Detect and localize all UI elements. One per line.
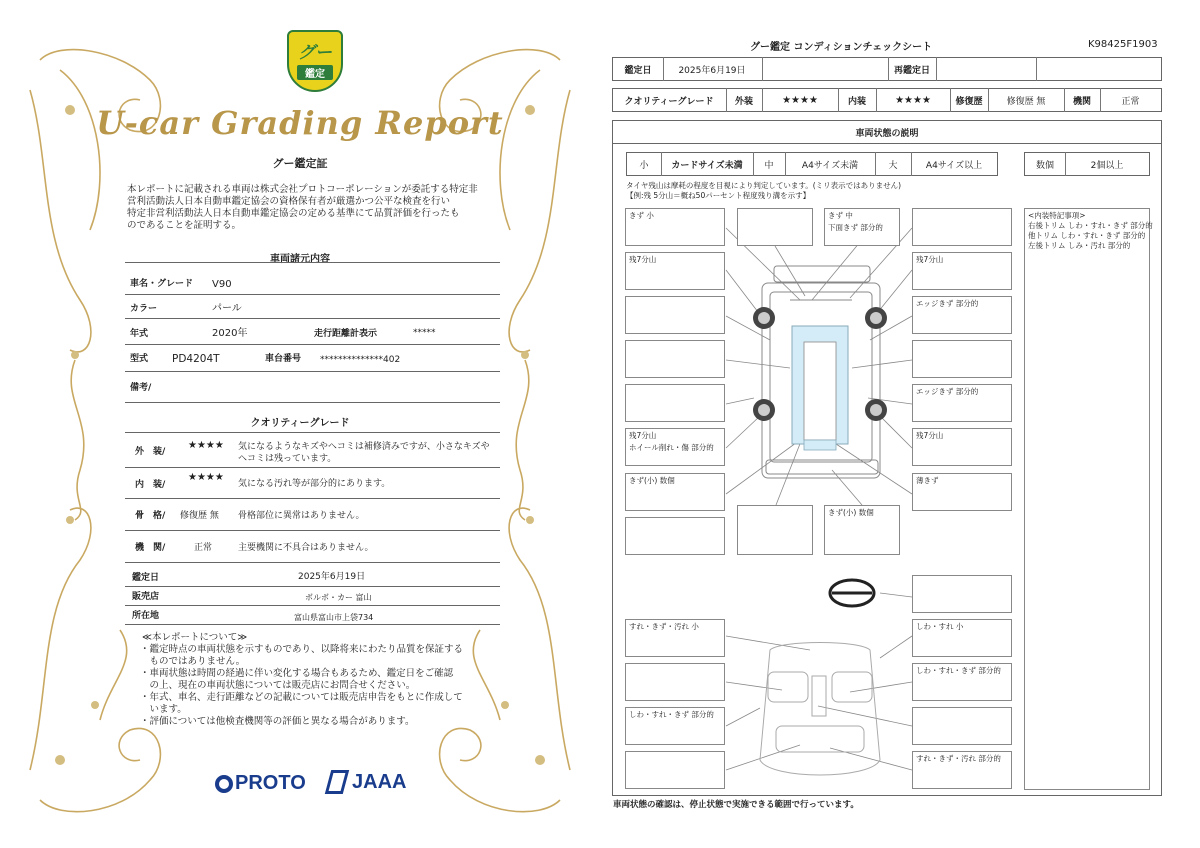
int-text: 気になる汚れ等が部分的にあります。 (238, 479, 391, 489)
specs-title: 車両諸元内容 (270, 254, 330, 265)
badge-line2: 鑑定 (297, 65, 333, 80)
interior-text: すれ・きず・汚れ 部分的 (916, 754, 1001, 763)
notes-title: ≪本レポートについて≫ (142, 632, 248, 643)
intro-line: 本レポートに記載される車両は株式会社プロトコーポレーションが委託する特定非 (127, 184, 478, 195)
ext-text-1: 気になるようなキズやヘコミは補修済みですが、小さなキズや (238, 442, 490, 452)
note-line: ・車両状態は時間の経過に伴い変化する場合もあるため、鑑定日をご確認 (140, 668, 454, 679)
damage-text: エッジきず 部分的 (916, 299, 979, 308)
frame-status: 修復歴 無 (180, 511, 219, 521)
note-line: ・評価については他検査機関等の評価と異なる場合があります。 (140, 716, 415, 727)
damage-text: きず(小) 数個 (828, 508, 874, 517)
engine-text: 主要機関に不具合はありません。 (238, 543, 374, 553)
int-label: 内装 (847, 96, 866, 107)
damage-text: きず 小 (629, 211, 654, 220)
damage-text: きず 中 (828, 211, 853, 220)
odo-value: ***** (413, 328, 436, 338)
year-value: 2020年 (212, 328, 248, 339)
damage-box (912, 473, 1012, 511)
date-value: 2025年6月19日 (678, 65, 746, 76)
date-label: 鑑定日 (132, 573, 160, 583)
frame-text: 骨格部位に異常はありません。 (238, 511, 365, 521)
tire-note-1: タイヤ残山は摩耗の程度を目視により判定しています。(ミリ表示ではありません) (626, 181, 902, 190)
repair-value: 修復歴 無 (1006, 96, 1046, 107)
size-s: 小 (639, 160, 649, 171)
damage-box (625, 384, 725, 422)
count-label: 数個 (1035, 160, 1054, 171)
damage-box (625, 208, 725, 246)
interior-text: しわ・すれ・きず 部分的 (916, 666, 1001, 675)
note-line: ものではありません。 (140, 656, 246, 667)
interior-notes-title: <内装特記事項> (1028, 211, 1086, 220)
proto-text: PROTO (235, 772, 306, 794)
date-value: 2025年6月19日 (298, 572, 366, 582)
damage-box (912, 208, 1012, 246)
intro-line: 特定非営利活動法人日本自動車鑑定協会の定める基準にて品質評価を行ったも (127, 208, 460, 219)
size-s-desc: カードサイズ未満 (671, 160, 743, 171)
tire-text: 残7分山 (916, 255, 944, 264)
interior-box (625, 663, 725, 701)
interior-notes-panel (1024, 208, 1153, 790)
interior-box (625, 751, 725, 789)
quality-title: クオリティーグレード (250, 418, 350, 429)
ext-label: 外装 (734, 96, 753, 107)
int-label: 内 装/ (135, 480, 166, 490)
size-m-desc: A4サイズ未満 (801, 160, 859, 171)
damage-box (824, 505, 900, 555)
damage-box (737, 505, 813, 555)
tire-text: 残7分山 (629, 431, 657, 440)
model-label: 型式 (130, 354, 149, 364)
damage-box (625, 252, 725, 290)
footer-note: 車両状態の確認は、停止状態で実施できる範囲で行っています。 (613, 800, 859, 810)
engine-value: 正常 (1121, 96, 1140, 107)
tire-note-2: 【例:残 5分山＝概ね50パーセント程度残り溝を示す】 (626, 191, 811, 200)
interior-box (912, 751, 1012, 789)
doc-id: K98425F1903 (1088, 39, 1158, 50)
damage-text: 下面きず 部分的 (828, 223, 883, 232)
intro-line: のであることを証明する。 (127, 220, 242, 231)
damage-box (625, 473, 725, 511)
damage-box (625, 428, 725, 466)
quality-label: クオリティーグレード (624, 96, 714, 107)
tire-text: 残7分山 (629, 255, 657, 264)
interior-box (912, 663, 1012, 701)
color-label: カラー (130, 304, 158, 314)
remarks-label: 備考/ (130, 383, 152, 393)
frame-label: 骨 格/ (135, 511, 166, 521)
name-value: V90 (212, 279, 232, 290)
badge-line1: グー (298, 43, 332, 63)
damage-box (912, 428, 1012, 466)
note-line: います。 (140, 704, 187, 715)
damage-box (912, 296, 1012, 334)
addr-value: 富山県富山市上袋734 (294, 613, 374, 622)
odo-label: 走行距離計表示 (314, 329, 378, 339)
interior-box (912, 575, 1012, 613)
ext-stars: ★★★★ (782, 94, 818, 106)
interior-text: しわ・すれ 小 (916, 622, 964, 631)
damage-text: エッジきず 部分的 (916, 387, 979, 396)
damage-box (625, 340, 725, 378)
interior-note-line: 右後トリム しわ・すれ・きず 部分的 (1028, 221, 1153, 230)
engine-label: 機関 (1072, 96, 1091, 107)
count-desc: 2個以上 (1090, 160, 1124, 171)
damage-box (912, 384, 1012, 422)
damage-box (912, 252, 1012, 290)
damage-box (625, 517, 725, 555)
damage-box (625, 296, 725, 334)
color-value: パール (212, 303, 242, 314)
note-line: ・鑑定時点の車両状態を示すものであり、以降将来にわたり品質を保証する (140, 644, 464, 655)
interior-text: すれ・きず・汚れ 小 (629, 622, 699, 631)
ext-stars: ★★★★ (188, 440, 224, 451)
int-stars: ★★★★ (895, 94, 931, 106)
damage-text: ホイール削れ・傷 部分的 (629, 443, 714, 452)
tire-text: 残7分山 (916, 431, 944, 440)
year-label: 年式 (130, 329, 149, 339)
reinspect-label: 再鑑定日 (893, 65, 930, 76)
damage-box (824, 208, 900, 246)
section-title: 車両状態の説明 (855, 128, 919, 139)
interior-box (625, 619, 725, 657)
report-title: U-car Grading Report (96, 104, 504, 142)
note-line: ・年式、車名、走行距離などの記載については販売店申告をもとに作成して (140, 692, 463, 703)
damage-box (912, 340, 1012, 378)
damage-box (737, 208, 813, 246)
cert-title: グー鑑定証 (272, 157, 328, 170)
interior-box (912, 619, 1012, 657)
sheet-title: グー鑑定 コンディションチェックシート (750, 42, 933, 53)
shop-value: ボルボ・カー 富山 (305, 593, 372, 602)
damage-text: きず(小) 数個 (629, 476, 675, 485)
ext-text-2: ヘコミは残っています。 (238, 454, 337, 464)
interior-note-line: 左後トリム しみ・汚れ 部分的 (1028, 241, 1131, 250)
addr-label: 所在地 (132, 611, 160, 621)
size-m: 中 (764, 160, 774, 171)
shop-label: 販売店 (132, 592, 160, 602)
interior-box (625, 707, 725, 745)
date-label: 鑑定日 (624, 65, 652, 76)
ext-label: 外 装/ (135, 447, 166, 457)
interior-box (912, 707, 1012, 745)
jaaa-text: JAAA (352, 770, 407, 793)
name-label: 車名・グレード (130, 279, 194, 289)
note-line: の上、現在の車両状態については販売店にお問合せください。 (140, 680, 416, 691)
intro-line: 営利活動法人日本自動車鑑定協会の資格保有者が厳選かつ公平な検査を行い (127, 196, 451, 207)
engine-status: 正常 (194, 543, 213, 553)
interior-note-line: 他トリム しわ・すれ・きず 部分的 (1028, 231, 1146, 240)
size-l-desc: A4サイズ以上 (925, 160, 983, 171)
damage-text: 薄きず (916, 476, 939, 485)
repair-label: 修復歴 (955, 96, 983, 107)
chassis-value: **************402 (320, 355, 401, 365)
chassis-label: 車台番号 (265, 354, 302, 364)
size-l: 大 (888, 160, 898, 171)
engine-label: 機 関/ (135, 543, 166, 553)
int-stars: ★★★★ (188, 472, 224, 483)
model-value: PD4204T (172, 353, 220, 365)
interior-text: しわ・すれ・きず 部分的 (629, 710, 714, 719)
